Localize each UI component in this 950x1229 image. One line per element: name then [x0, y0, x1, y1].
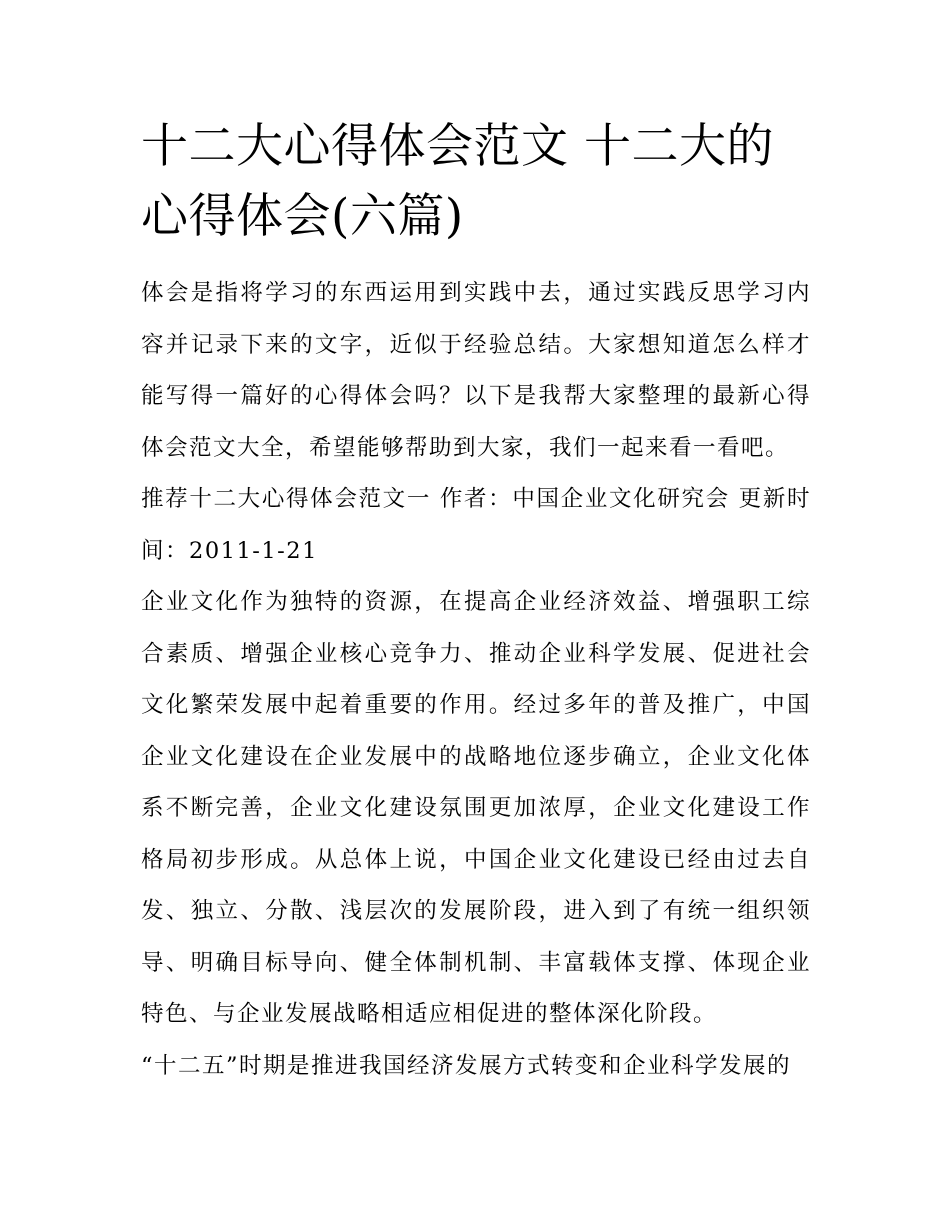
intro-paragraph: 体会是指将学习的东西运用到实践中去，通过实践反思学习内容并记录下来的文字，近似于经验总结。大家想知道怎么样才能写得一篇好的心得体会吗？以下是我帮大家整理的最新心得体会范文大全，希望能够帮助到大家，我们一起来看一看吧。 [141, 280, 811, 461]
body-paragraph-continued: “十二五”时期是推进我国经济发展方式转变和企业科学发展的 [141, 1052, 792, 1079]
body-paragraph: 企业文化作为独特的资源，在提高企业经济效益、增强职工综合素质、增强企业核心竞争力、推动企业科学发展、促进社会文化繁荣发展中起着重要的作用。经过多年的普及推广，中国企业文化建设在企业发展中的战略地位逐步确立，企业文化体系不断完善，企业文化建设氛围更加浓厚，企业文化建设工作格局初步形成。从总体上说，中国企业文化建设已经由过去自发、独立、分散、浅层次的发展阶段，进入到了有统一组织领导、明确目标导向、健全体制机制、丰富载体支撑、体现企业特色、与企业发展战略相适应相促进的整体深化阶段。 [141, 589, 811, 1027]
recommendation-line: 推荐十二大心得体会范文一 作者：中国企业文化研究会 更新时间：2011-1-21 [141, 486, 811, 564]
document-title: 十二大心得体会范文 十二大的心得体会(六篇) [141, 119, 774, 244]
document-content [141, 112, 811, 1092]
